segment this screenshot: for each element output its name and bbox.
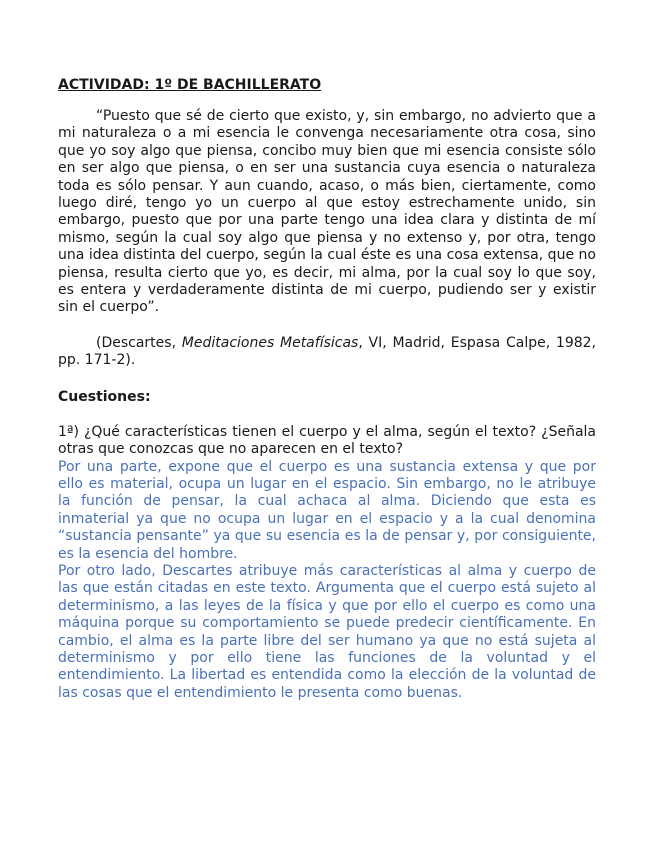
citation-prefix: (Descartes, <box>96 334 182 351</box>
activity-heading: ACTIVIDAD: 1º DE BACHILLERATO <box>58 77 322 93</box>
answer-1-paragraph-2: Por otro lado, Descartes atribuye más características al alma y cuerpo de las que están citadas en este texto. Argumenta que el cuerpo está sujeto al determinismo, a las leyes de la física y que por ello el cuerpo es como una máquina porque su comportamiento se puede predecir científicamente. En cambio, el alma es la parte libre del ser humano ya que no está sujeta al determinismo y por ello tiene las funciones de la voluntad y el entendimiento. La libertad es entendida como la elección de la voluntad de las cosas que el entendimiento le presenta como buenas. <box>58 562 596 701</box>
citation-work-title: Meditaciones Metafísicas <box>181 334 359 351</box>
citation-suffix: , VI, Madrid, Espasa Calpe, 1982, pp. 171-2). <box>58 334 596 369</box>
questions-title: Cuestiones: <box>58 388 151 405</box>
quote-citation <box>58 335 596 370</box>
descartes-quote: “Puesto que sé de cierto que existo, y, sin embargo, no advierto que a mi naturaleza o a mi esencia le convenga necesariamente otra cosa, sino que yo soy algo que piensa, concibo muy bien que mi esencia consiste sólo en ser algo que piensa, o en ser una sustancia cuya esencia o naturaleza toda es sólo pensar. Y aun cuando, acaso, o más bien, ciertamente, como luego diré, tengo yo un cuerpo al que estoy estrechamente unido, sin embargo, puesto que por una parte tengo una idea clara y distinta de mí mismo, según la cual soy algo que piensa y no extenso y, por otra, tengo una idea distinta del cuerpo, según la cual éste es una cosa extensa, que no piensa, resulta cierto que yo, es decir, mi alma, por la cual soy lo que soy, es entera y verdaderamente distinta de mi cuerpo, pudiendo ser y existir sin el cuerpo”. <box>58 108 596 316</box>
question-1: 1ª) ¿Qué características tienen el cuerpo y el alma, según el texto? ¿Señala otras que conozcas que no aparecen en el texto? <box>58 423 596 458</box>
document-page <box>58 76 596 702</box>
answer-1-paragraph-1: Por una parte, expone que el cuerpo es una sustancia extensa y que por ello es material, ocupa un lugar en el espacio. Sin embargo, no le atribuye la función de pensar, la cual achaca al alma. Diciendo que esta es inmaterial ya que no ocupa un lugar en el espacio y a la cual denomina “sustancia pensante” ya que su esencia es la de pensar y, por consiguiente, es la esencia del hombre. <box>58 458 596 562</box>
